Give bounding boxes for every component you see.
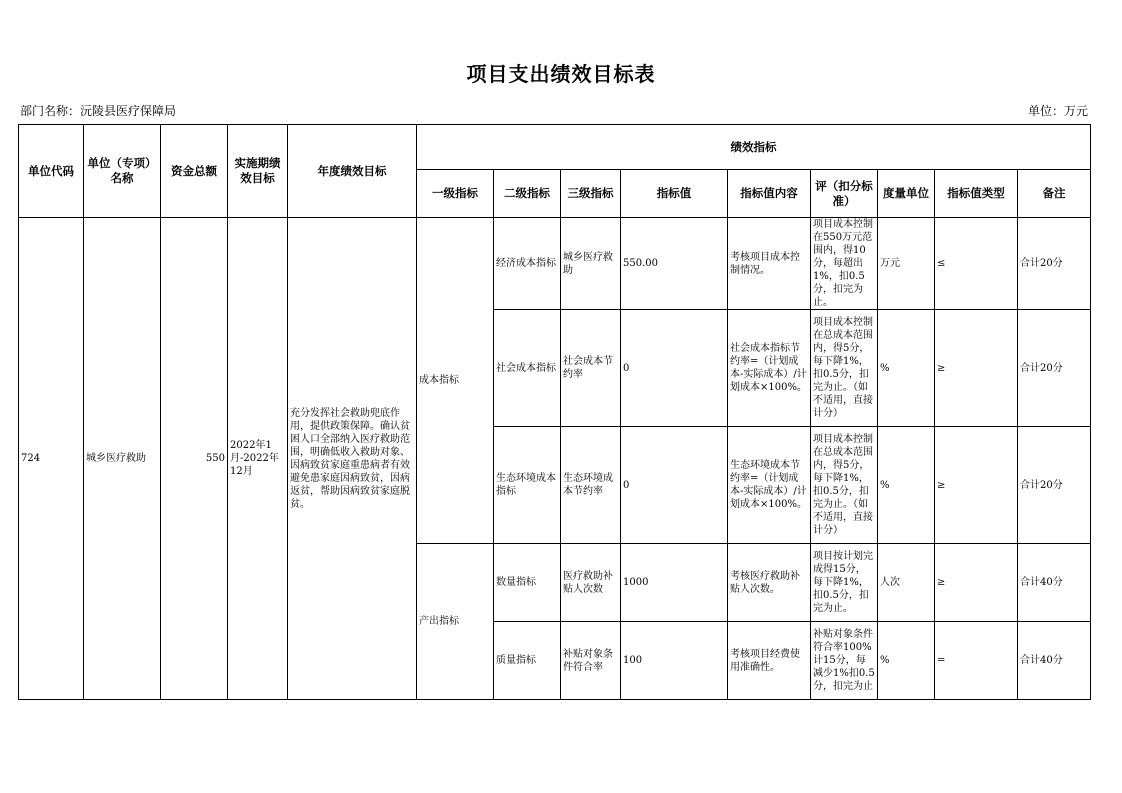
- header-remark: 备注: [1018, 170, 1091, 218]
- unit-name-cell: 城乡医疗救助: [84, 218, 161, 700]
- remark-cell: 合计20分: [1018, 310, 1091, 427]
- level3-cell: 补贴对象条件符合率: [561, 622, 621, 700]
- remark-cell: 合计40分: [1018, 622, 1091, 700]
- measure-unit-cell: 万元: [878, 218, 935, 310]
- level2-cell: 质量指标: [494, 622, 561, 700]
- value-content-cell: 考核项目经费使用准确性。: [728, 622, 811, 700]
- scoring-cell: 补贴对象条件符合率100%计15分，每减少1%扣0.5分，扣完为止: [811, 622, 878, 700]
- table-row: [19, 218, 1091, 310]
- page-title: 项目支出绩效目标表: [466, 62, 656, 86]
- level1-cell: 成本指标: [417, 218, 494, 544]
- remark-cell: 合计20分: [1018, 427, 1091, 544]
- header-level1: 一级指标: [417, 170, 494, 218]
- header-level3: 三级指标: [561, 170, 621, 218]
- level3-cell: 社会成本节约率: [561, 310, 621, 427]
- value-cell: 0: [621, 427, 728, 544]
- department-label: 部门名称：沅陵县医疗保障局: [20, 104, 177, 118]
- header-annual-goal: 年度绩效目标: [288, 125, 417, 218]
- header-level2: 二级指标: [494, 170, 561, 218]
- header-unit-code: 单位代码: [19, 125, 84, 218]
- value-cell: 0: [621, 310, 728, 427]
- performance-target-table: [18, 124, 1091, 700]
- scoring-cell: 项目按计划完成得15分，每下降1%，扣0.5分，扣完为止。: [811, 544, 878, 622]
- header-value-type: 指标值类型: [935, 170, 1018, 218]
- header-total-funds: 资金总额: [161, 125, 228, 218]
- level2-cell: 经济成本指标: [494, 218, 561, 310]
- header-performance-indicators: 绩效指标: [417, 125, 1091, 170]
- scoring-cell: 项目成本控制在总成本范围内，得5分，每下降1%，扣0.5分，扣完为止。（如不适用，直接计分）: [811, 427, 878, 544]
- value-cell: 100: [621, 622, 728, 700]
- level2-cell: 生态环境成本指标: [494, 427, 561, 544]
- header-scoring: 评（扣分标准）: [811, 170, 878, 218]
- total-funds-cell: 550: [161, 218, 228, 700]
- scoring-cell: 项目成本控制在550万元范围内，得10分，每超出1%，扣0.5分，扣完为止。: [811, 218, 878, 310]
- level3-cell: 医疗救助补贴人次数: [561, 544, 621, 622]
- value-content-cell: 生态环境成本节约率=（计划成本-实际成本）/计划成本×100%。: [728, 427, 811, 544]
- level1-cell: 产出指标: [417, 544, 494, 700]
- level2-cell: 社会成本指标: [494, 310, 561, 427]
- level2-cell: 数量指标: [494, 544, 561, 622]
- value-content-cell: 考核项目成本控制情况。: [728, 218, 811, 310]
- value-content-cell: 社会成本指标节约率=（计划成本-实际成本）/计划成本×100%。: [728, 310, 811, 427]
- value-cell: 550.00: [621, 218, 728, 310]
- measure-unit-cell: 人次: [878, 544, 935, 622]
- level3-cell: 城乡医疗救助: [561, 218, 621, 310]
- value-content-cell: 考核医疗救助补贴人次数。: [728, 544, 811, 622]
- value-type-cell: ≤: [935, 218, 1018, 310]
- value-type-cell: =: [935, 622, 1018, 700]
- header-unit-name: 单位（专项）名称: [84, 125, 161, 218]
- measure-unit-cell: %: [878, 427, 935, 544]
- currency-unit-label: 单位：万元: [1027, 104, 1088, 118]
- header-measure-unit: 度量单位: [878, 170, 935, 218]
- header-value: 指标值: [621, 170, 728, 218]
- measure-unit-cell: %: [878, 310, 935, 427]
- remark-cell: 合计20分: [1018, 218, 1091, 310]
- value-type-cell: ≥: [935, 427, 1018, 544]
- period-goal-cell: 2022年1月-2022年12月: [228, 218, 288, 700]
- header-value-content: 指标值内容: [728, 170, 811, 218]
- value-type-cell: ≥: [935, 544, 1018, 622]
- remark-cell: 合计40分: [1018, 544, 1091, 622]
- measure-unit-cell: %: [878, 622, 935, 700]
- unit-code-cell: 724: [19, 218, 84, 700]
- level3-cell: 生态环境成本节约率: [561, 427, 621, 544]
- value-cell: 1000: [621, 544, 728, 622]
- scoring-cell: 项目成本控制在总成本范围内，得5分，每下降1%，扣0.5分，扣完为止。（如不适用，直接计分）: [811, 310, 878, 427]
- annual-goal-cell: 充分发挥社会救助兜底作用，提供政策保障。确认贫困人口全部纳入医疗救助范围，明确低收入救助对象、因病致贫家庭重患病者有效避免患家庭因病致贫，因病返贫，帮助因病致贫家庭脱贫。: [288, 218, 417, 700]
- header-period-goal: 实施期绩效目标: [228, 125, 288, 218]
- value-type-cell: ≥: [935, 310, 1018, 427]
